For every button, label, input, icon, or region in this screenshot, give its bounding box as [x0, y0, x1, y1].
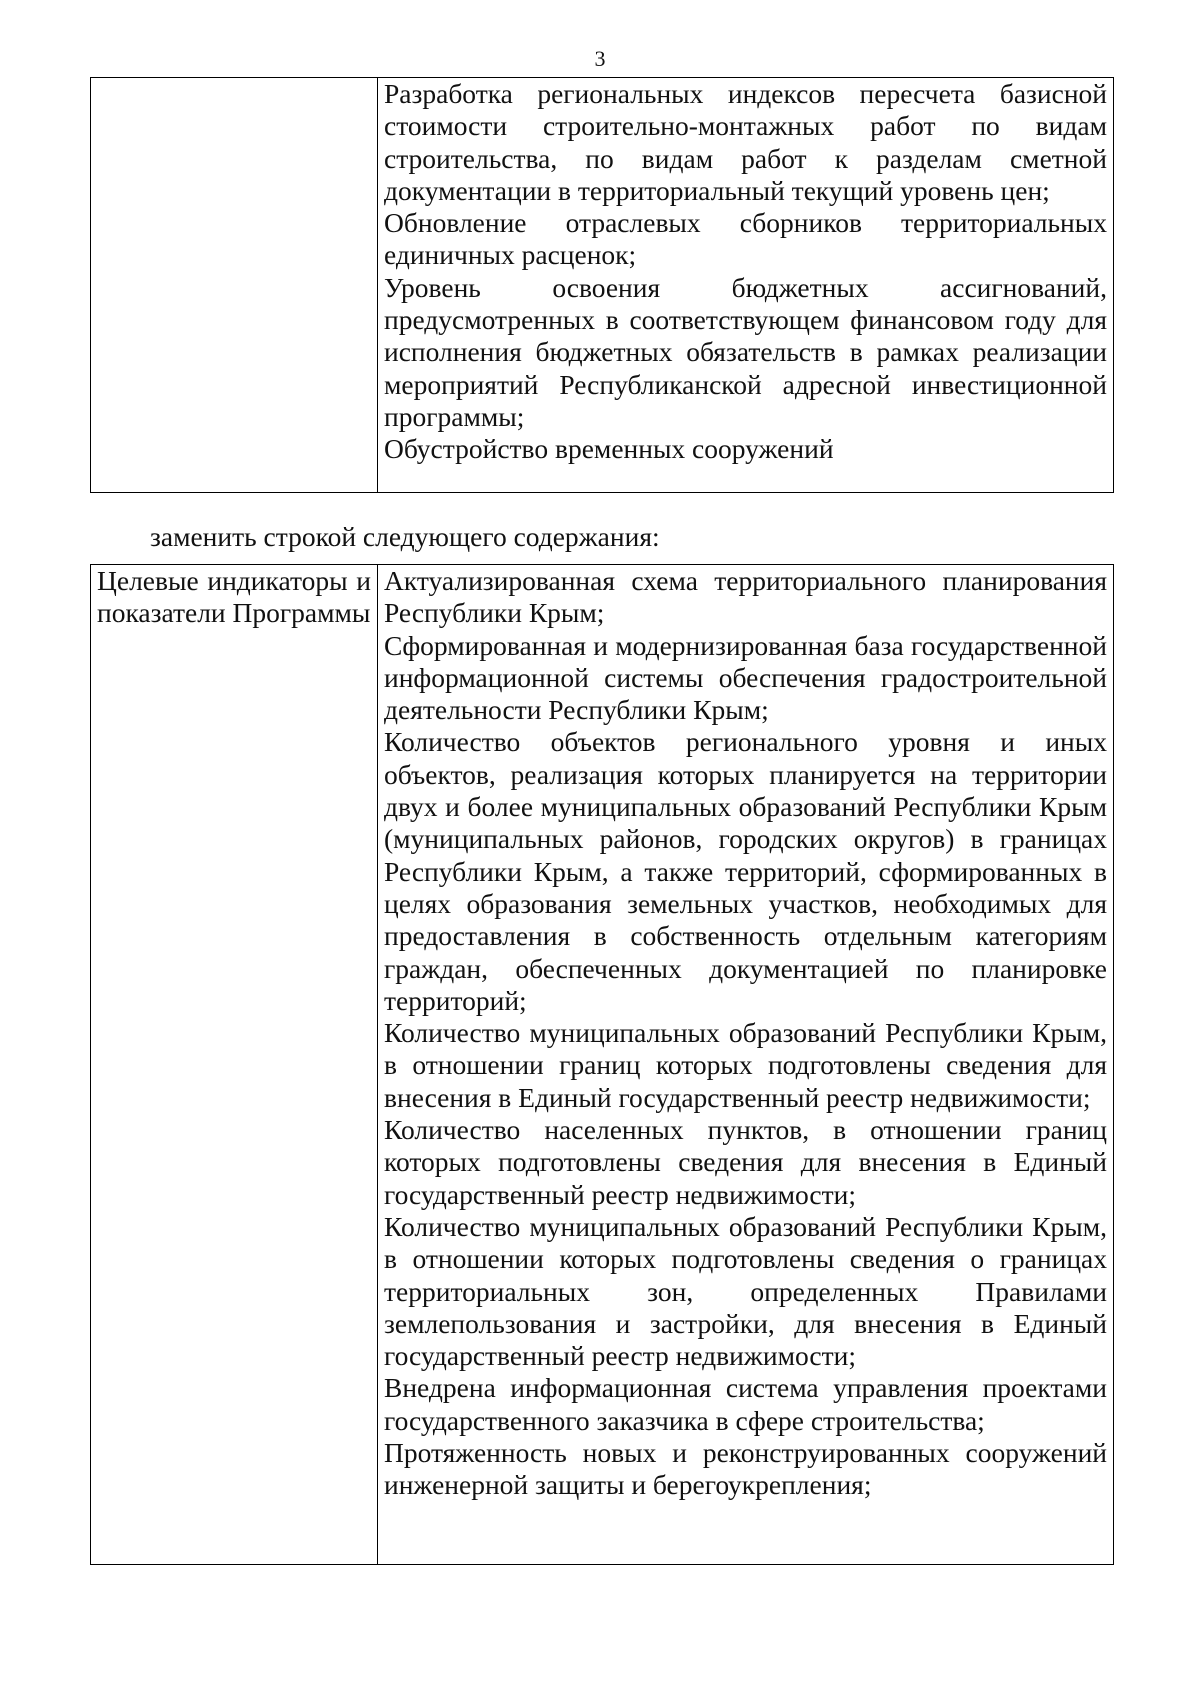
- row-header-cell: [91, 78, 378, 493]
- list-item: Обустройство временных сооружений: [384, 433, 834, 465]
- list-item: Уровень освоения бюджетных ассигнований, предусмотренных в соответствующем финансовом году для исполнения бюджетных обязательств в рамках реализации мероприятий Республиканской адресной инвестиционной программы;: [384, 271, 1107, 432]
- table-row: [91, 565, 1114, 1565]
- list-item: Количество муниципальных образований Республики Крым, в отношении которых подготовлены сведения о границах территориальных зон, определенных Правилами землепользования и застройки, для внесения в Единый государственный реестр недвижимости;: [384, 1210, 1107, 1372]
- list-item: Количество населенных пунктов, в отношении границ которых подготовлены сведения для внесения в Единый государственный реестр недвижимости;: [384, 1114, 1107, 1210]
- list-item: Внедрена информационная система управления проектами государственного заказчика в сфере строительства;: [384, 1372, 1107, 1436]
- table-row: [91, 78, 1114, 493]
- program-table-new-row: [90, 564, 1114, 1565]
- row-content-cell: [378, 78, 1114, 493]
- list-item: Обновление отраслевых сборников территориальных единичных расценок;: [384, 207, 1107, 271]
- row-header-cell: Целевые индикаторы и показатели Программы: [91, 565, 378, 1565]
- row-content-cell: [378, 565, 1114, 1565]
- list-item: Актуализированная схема территориального планирования Республики Крым;: [384, 565, 1107, 629]
- list-item: Протяженность новых и реконструированных сооружений инженерной защиты и берегоукрепления;: [384, 1437, 1107, 1501]
- list-item: Количество муниципальных образований Республики Крым, в отношении границ которых подготовлены сведения для внесения в Единый государственный реестр недвижимости;: [384, 1017, 1107, 1113]
- list-item: Разработка региональных индексов пересчета базисной стоимости строительно-монтажных работ по видам строительства, по видам работ к разделам сметной документации в территориальный текущий уровень цен;: [384, 78, 1107, 206]
- list-item: Количество объектов регионального уровня и иных объектов, реализация которых планируется на территории двух и более муниципальных образований Республики Крым (муниципальных районов, городских округов) в границах Республики Крым, а также территорий, сформированных в целях образования земельных участков, необходимых для предоставления в собственность отдельным категориям граждан, обеспеченных документацией по планировке территорий;: [384, 726, 1107, 1016]
- replacement-intro-text: заменить строкой следующего содержания:: [150, 521, 660, 552]
- page-number: 3: [594, 46, 606, 71]
- list-item: Сформированная и модернизированная база государственной информационной системы обеспечения градостроительной деятельности Республики Крым;: [384, 629, 1107, 726]
- program-table-previous-row: [90, 77, 1114, 493]
